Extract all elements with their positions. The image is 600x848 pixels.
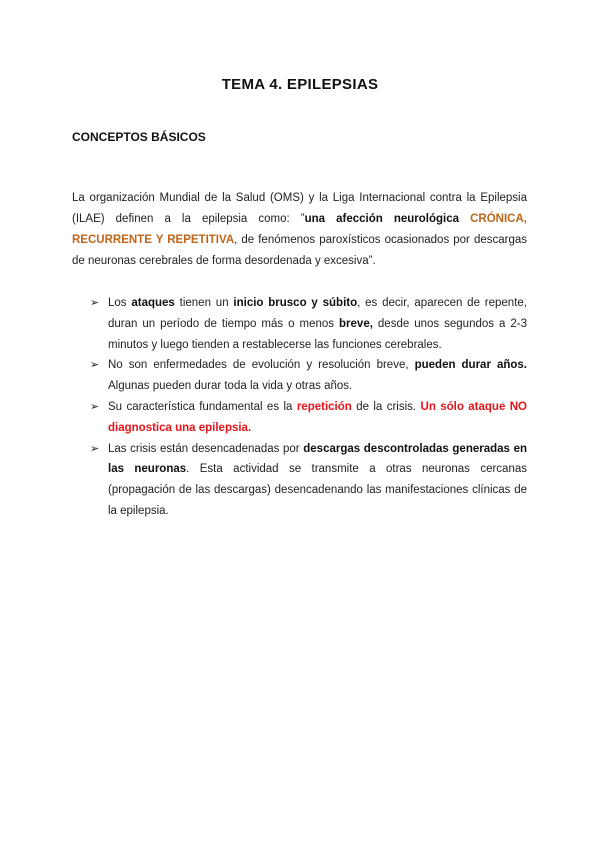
bullet-2-text-2: Algunas pueden durar toda la vida y otras años. <box>108 380 353 393</box>
bullet-3-text-1: Su característica fundamental es la <box>108 400 297 413</box>
bullet-4-text-2: . Esta actividad se transmite a otras neuronas cercanas (propagación de las descargas) desencadenando las manifestaciones clínicas de la epilepsia. <box>108 463 527 517</box>
bullet-1-text-3: , es decir, aparecen de repente, duran un período de tiempo más o menos <box>108 297 527 330</box>
arrow-bullet-icon: ➢ <box>90 297 100 309</box>
bullet-2-text-1: No son enfermedades de evolución y resolución breve, <box>108 359 415 372</box>
intro-paragraph <box>72 188 527 272</box>
bullet-3-text-2: de la crisis. <box>351 400 421 413</box>
intro-highlight: CRÓNICA, RECURRENTE Y REPETITIVA <box>72 213 527 246</box>
arrow-bullet-icon: ➢ <box>90 400 100 413</box>
bullet-2-bold-1: pueden durar años. <box>414 359 527 372</box>
bullet-1-text-2: tienen un <box>174 297 234 309</box>
bullet-1-bold-3: breve, <box>339 317 373 330</box>
page-title: TEMA 4. EPILEPSIAS <box>221 76 379 93</box>
list-item <box>90 397 527 439</box>
section-heading: CONCEPTOS BÁSICOS <box>72 130 206 144</box>
list-item <box>90 439 527 522</box>
list-item <box>90 293 527 355</box>
list-item <box>90 355 527 397</box>
bullet-3-red-2: Un sólo ataque NO diagnostica una epilepsia. <box>108 400 527 434</box>
bullet-3-red-1: repetición <box>296 400 352 413</box>
bullet-4-bold-1: descargas descontroladas generadas en las neuronas <box>108 442 527 476</box>
bullet-1-text-4: desde unos segundos a 2-3 minutos y luego tienden a restablecerse las funciones cerebrales. <box>108 317 528 351</box>
bullet-4-text-1: Las crisis están desencadenadas por <box>108 442 304 455</box>
bullet-1-bold-2: inicio brusco y súbito <box>233 297 358 309</box>
intro-text-2: , de fenómenos paroxísticos ocasionados por descargas de neuronas cerebrales de forma desordenada y excesiva”. <box>72 234 527 267</box>
arrow-bullet-icon: ➢ <box>90 359 100 372</box>
intro-text-1: La organización Mundial de la Salud (OMS) y la Liga Internacional contra la Epilepsia (ILAE) definen a la epilepsia como: ” <box>72 192 527 225</box>
intro-bold-1: una afección neurológica <box>304 213 460 225</box>
bullet-1-bold-1: ataques <box>131 297 175 309</box>
bullet-1-text-1: Los <box>108 297 132 309</box>
arrow-bullet-icon: ➢ <box>90 442 100 455</box>
bullet-list <box>90 293 527 522</box>
